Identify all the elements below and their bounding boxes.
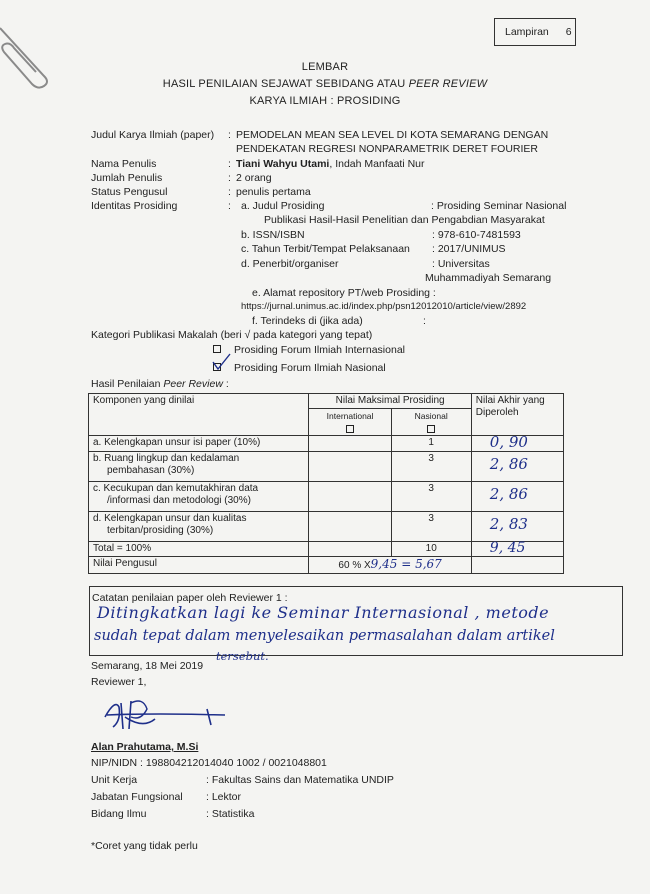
table-row: [89, 482, 564, 512]
row-b-k1: b. Ruang lingkup dan kedalaman: [93, 453, 240, 464]
hasil-italic: Peer Review: [163, 378, 223, 390]
row-b-nas: 3: [391, 452, 471, 482]
international-checkbox[interactable]: [346, 425, 354, 433]
th-nilai-max: Nilai Maksimal Prosiding: [309, 394, 471, 409]
header-line2-prefix: HASIL PENILAIAN SEJAWAT SEBIDANG ATAU: [162, 78, 409, 90]
th-akhir-2: Diperoleh: [475, 407, 519, 418]
lampiran-label: Lampiran: [505, 26, 549, 38]
penulis-label: Nama Penulis: [91, 158, 157, 170]
judul-value-2: PENDEKATAN REGRESI NONPARAMETRIK DERET FOURIER: [236, 143, 539, 155]
pros-d-label: d. Penerbit/organiser: [241, 258, 339, 270]
lampiran-box: [494, 18, 576, 46]
th-nasional-label: Nasional: [414, 411, 448, 421]
pengusul-prefix: 60 % X: [338, 560, 371, 571]
th-akhir: [471, 394, 563, 436]
row-b-akhir: [471, 452, 563, 482]
table-row: [89, 512, 564, 542]
footnote: *Coret yang tidak perlu: [91, 840, 198, 852]
sign-name: Alan Prahutama, M.Si: [91, 741, 199, 753]
table-row: [89, 452, 564, 482]
pros-b-label: b. ISSN/ISBN: [241, 229, 305, 241]
row-c-k2: /informasi dan metodologi (30%): [107, 495, 251, 506]
penulis-value: [236, 158, 425, 170]
pros-c-label: c. Tahun Terbit/Tempat Pelaksanaan: [241, 243, 410, 255]
row-c-akhir: [471, 482, 563, 512]
identitas-colon: :: [228, 200, 231, 212]
pros-b-value: : 978-610-7481593: [432, 229, 521, 241]
header-line1: LEMBAR: [301, 61, 349, 73]
hasil-suffix: :: [222, 378, 229, 390]
sign-unit-label: Unit Kerja: [91, 774, 138, 786]
th-international: [309, 409, 391, 436]
identitas-label: Identitas Prosiding: [91, 200, 178, 212]
row-a-nas: 1: [391, 436, 471, 452]
catatan-line2: sudah tepat dalam menyelesaikan permasalahan dalam artikel: [94, 628, 555, 644]
header-line2-italic: PEER REVIEW: [408, 78, 488, 90]
pros-e-label: e. Alamat repository PT/web Prosiding :: [252, 287, 436, 299]
row-c-int: [309, 482, 391, 512]
judul-colon: :: [228, 129, 231, 141]
row-d-akhir-hand: 2, 83: [489, 515, 528, 533]
pengusul-hand: 9,45 = 5,67: [370, 557, 442, 571]
pros-f-label: f. Terindeks di (jika ada): [252, 315, 363, 327]
pros-f-colon: :: [423, 315, 426, 327]
grade-table: [88, 393, 564, 574]
table-row-total: [89, 542, 564, 557]
row-d-int: [309, 512, 391, 542]
row-c-nas: 3: [391, 482, 471, 512]
pros-a-label: a. Judul Prosiding: [241, 200, 325, 212]
row-b-akhir-hand: 2, 86: [489, 455, 528, 473]
kategori-title: Kategori Publikasi Makalah (beri √ pada kategori yang tepat): [91, 329, 373, 341]
jumlah-colon: :: [228, 172, 231, 184]
row-d-nas: 3: [391, 512, 471, 542]
lampiran-number: 6: [565, 26, 572, 38]
pengusul-label: Nilai Pengusul: [89, 557, 309, 574]
row-a-int: [309, 436, 391, 452]
kategori-opt2: Prosiding Forum Ilmiah Nasional: [234, 362, 386, 374]
jumlah-value: 2 orang: [236, 172, 272, 184]
row-d-k1: d. Kelengkapan unsur dan kualitas: [93, 513, 247, 524]
penulis-bold: Tiani Wahyu Utami: [236, 158, 330, 170]
status-label: Status Pengusul: [91, 186, 168, 198]
row-b-k2: pembahasan (30%): [107, 465, 195, 476]
row-d-komponen: [89, 512, 309, 542]
row-d-k2: terbitan/prosiding (30%): [107, 525, 214, 536]
sign-reviewer: Reviewer 1,: [91, 676, 147, 688]
total-int: [309, 542, 391, 557]
sign-jabatan-label: Jabatan Fungsional: [91, 791, 183, 803]
checkmark-nasional-icon: [210, 352, 232, 372]
row-c-k1: c. Kecukupan dan kemutakhiran data: [93, 483, 259, 494]
row-a-akhir: [471, 433, 563, 452]
sign-place-date: Semarang, 18 Mei 2019: [91, 660, 204, 672]
row-b-komponen: [89, 452, 309, 482]
judul-label: Judul Karya Ilmiah (paper): [91, 129, 215, 141]
table-row-pengusul: [89, 557, 564, 574]
catatan-line3: tersebut.: [216, 649, 269, 663]
sign-jabatan-value: : Lektor: [206, 791, 242, 803]
pros-a-value-2: Publikasi Hasil-Hasil Penelitian dan Pengabdian Masyarakat: [264, 214, 545, 226]
th-komponen: Komponen yang dinilai: [89, 394, 309, 436]
th-akhir-1: Nilai Akhir yang: [475, 395, 545, 406]
pros-d-value-2: Muhammadiyah Semarang: [425, 272, 552, 284]
catatan-line1: Ditingkatkan lagi ke Seminar Internasional , metode: [97, 603, 550, 622]
row-d-akhir: [471, 512, 563, 542]
header-line2: [0, 78, 650, 90]
total-label: Total = 100%: [89, 542, 309, 557]
row-a-komponen: a. Kelengkapan unsur isi paper (10%): [89, 436, 309, 452]
th-nasional: [391, 409, 471, 436]
judul-value-1: PEMODELAN MEAN SEA LEVEL DI KOTA SEMARANG DENGAN: [236, 129, 549, 141]
pros-a-value: : Prosiding Seminar Nasional: [431, 200, 567, 212]
penulis-colon: :: [228, 158, 231, 170]
sign-bidang-label: Bidang Ilmu: [91, 808, 147, 820]
sign-nip: NIP/NIDN : 198804212014040 1002 / 0021048801: [91, 757, 327, 769]
catatan-title: Catatan penilaian paper oleh Reviewer 1 :: [92, 592, 288, 604]
pros-d-value: : Universitas: [432, 258, 490, 270]
pros-c-value: : 2017/UNIMUS: [432, 243, 506, 255]
penulis-rest: , Indah Manfaati Nur: [329, 158, 425, 170]
total-akhir-hand: 9, 45: [489, 540, 526, 556]
th-international-label: International: [326, 411, 374, 421]
kategori-opt1: Prosiding Forum Ilmiah Internasional: [234, 344, 405, 356]
sign-unit-value: : Fakultas Sains dan Matematika UNDIP: [206, 774, 394, 786]
row-c-komponen: [89, 482, 309, 512]
nasional-checkbox[interactable]: [427, 425, 435, 433]
row-b-int: [309, 452, 391, 482]
status-colon: :: [228, 186, 231, 198]
pengusul-akhir: [471, 557, 563, 574]
total-akhir: [471, 542, 563, 557]
sign-bidang-value: : Statistika: [206, 808, 255, 820]
row-a-akhir-hand: 0, 90: [489, 433, 528, 451]
table-row: [89, 436, 564, 452]
header-line3: KARYA ILMIAH : PROSIDING: [249, 95, 401, 107]
hasil-prefix: Hasil Penilaian: [91, 378, 164, 390]
pengusul-value: [309, 557, 471, 574]
status-value: penulis pertama: [236, 186, 311, 198]
reviewer-signature-icon: [95, 695, 235, 735]
row-c-akhir-hand: 2, 86: [489, 485, 528, 503]
hasil-title: [91, 378, 229, 390]
total-value: 10: [391, 542, 471, 557]
pros-e-url: https://jurnal.unimus.ac.id/index.php/psn12012010/article/view/2892: [241, 301, 527, 312]
jumlah-label: Jumlah Penulis: [91, 172, 163, 184]
